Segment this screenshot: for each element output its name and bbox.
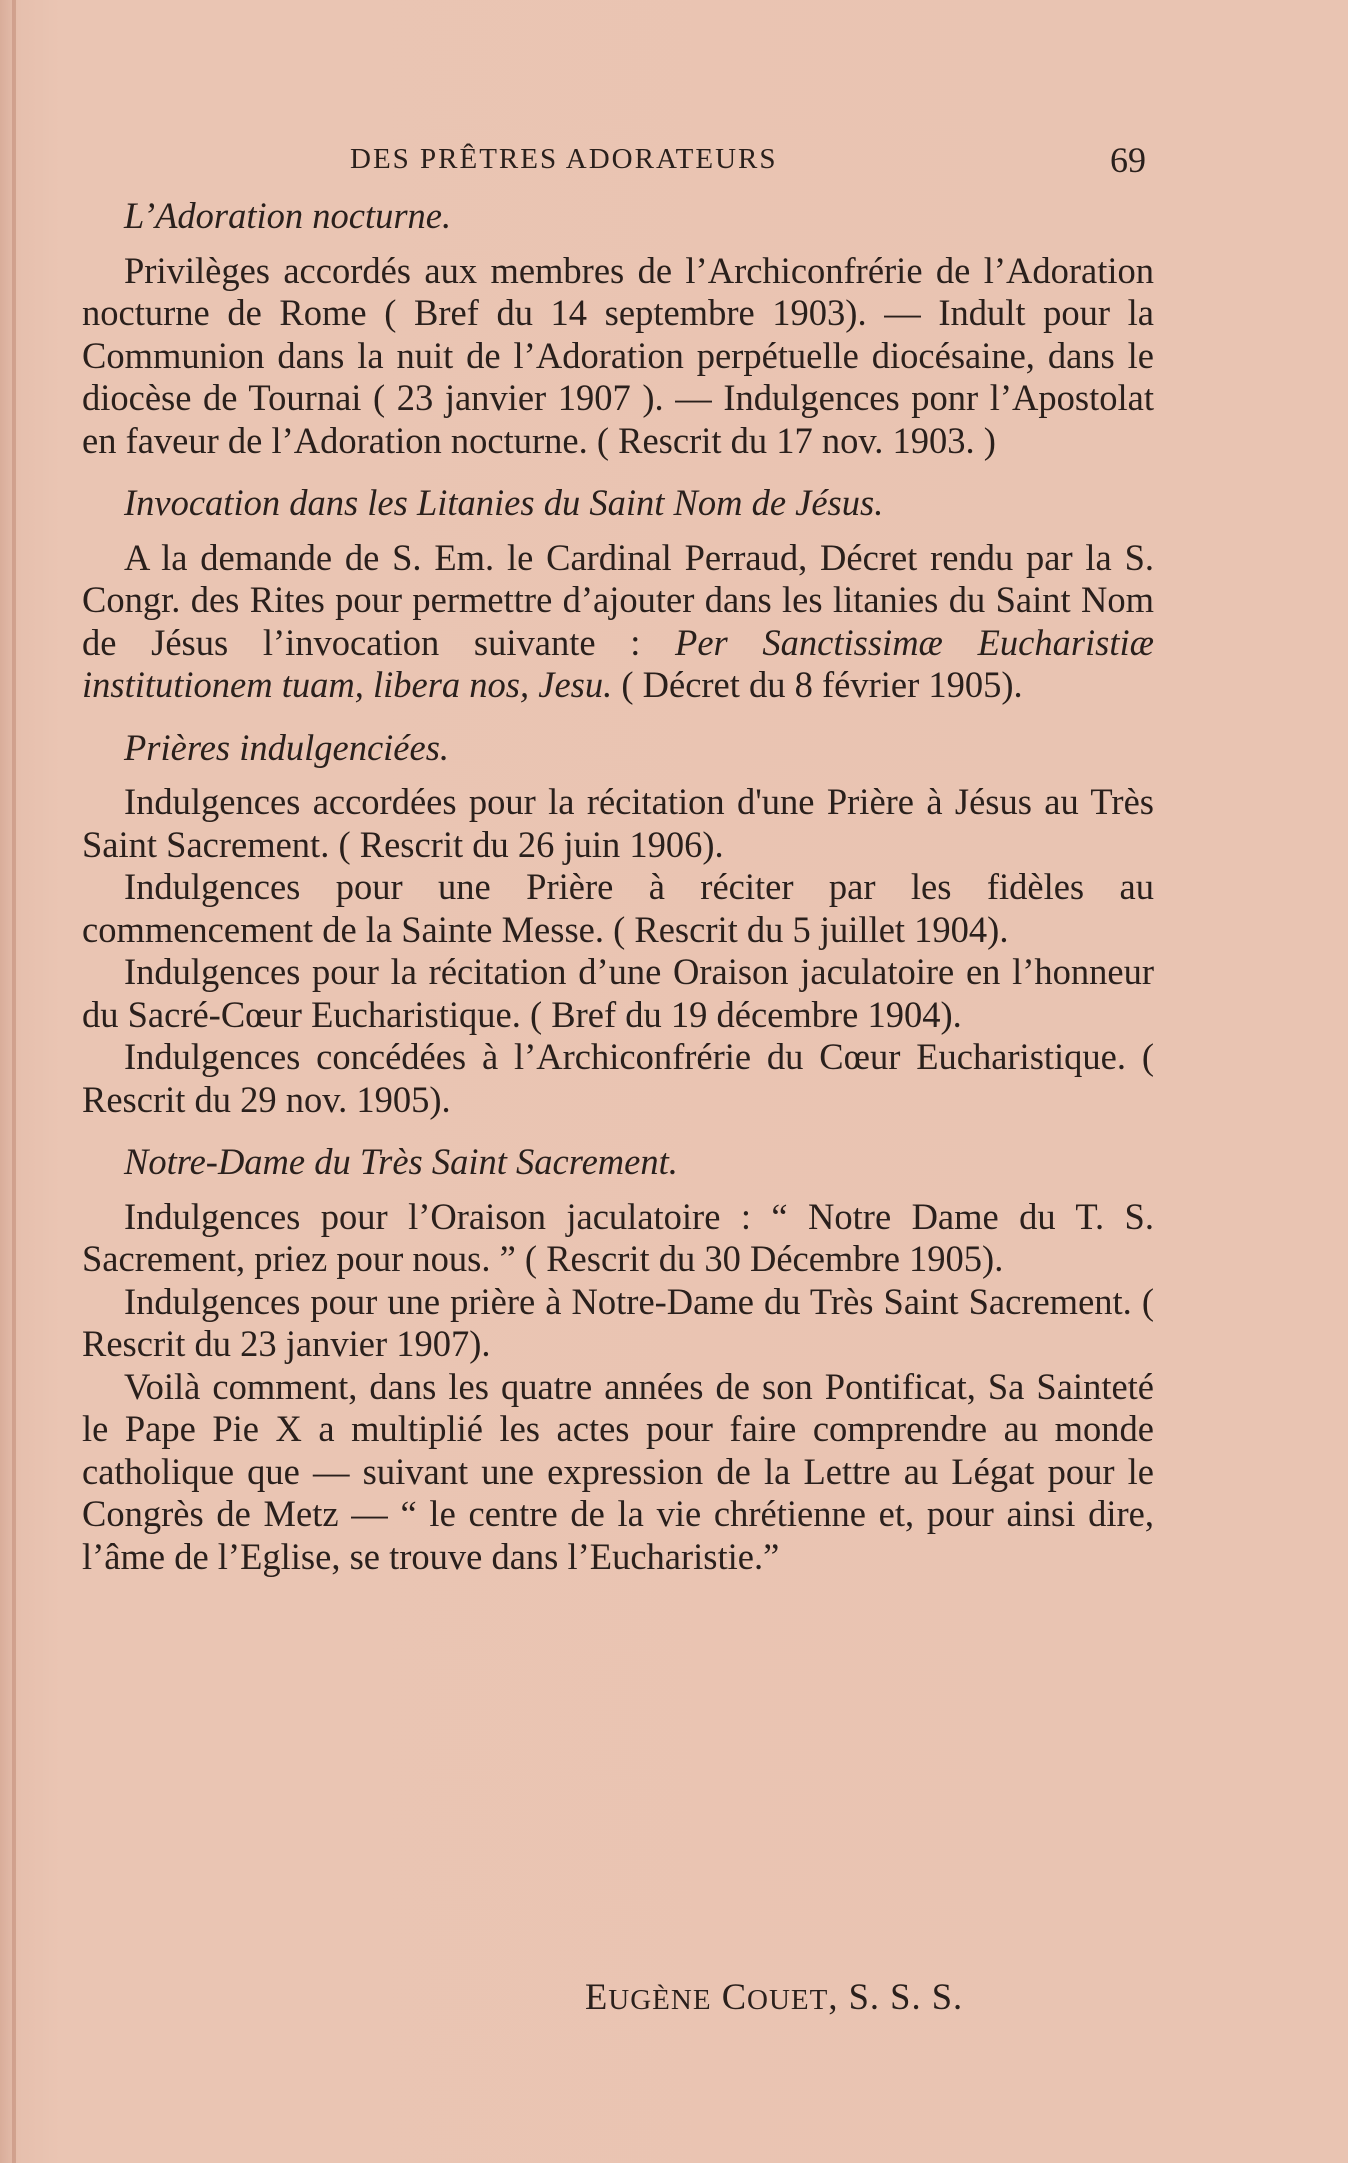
paragraph-text: ( Décret du 8 février 1905). <box>612 664 1023 705</box>
section-prieres-indulgenciees <box>82 727 1154 1122</box>
paragraph: Indulgences pour l’Oraison jaculatoire : “ Notre Dame du T. S. Sacrement, priez pour nous. ” ( Rescrit du 30 Décembre 1905). <box>82 1195 1154 1279</box>
section-heading: Invocation dans les Litanies du Saint Nom de Jésus. <box>124 482 884 523</box>
paragraph <box>82 537 1154 707</box>
paragraph-text: A la demande de S. Em. le Cardinal Perraud, Décret rendu par la S. Congr. des Rites pour permettre d’ajouter dans les litanies du Saint Nom de Jésus l’invocation suivante : <box>82 536 1154 663</box>
section-invocation-litanies <box>82 482 1154 707</box>
page-spine-edge <box>12 0 16 2163</box>
paragraph: Indulgences pour une prière à Notre-Dame du Très Saint Sacrement. ( Rescrit du 23 janvier 1907). <box>82 1280 1154 1364</box>
paragraph: Privilèges accordés aux membres de l’Archiconfrérie de l’Adoration nocturne de Rome ( Bref du 14 septembre 1903). — Indult pour la Communion dans la nuit de l’Adoration perpétuelle diocésaine, dans le diocèse de Tournai ( 23 janvier 1907 ). — Indulgences ponr l’Apostolat en faveur de l’Adoration nocturne. ( Rescrit du 17 nov. 1903. ) <box>82 249 1154 461</box>
signature-smallcaps: OUET <box>747 1984 829 2016</box>
paragraph: Indulgences accordées pour la récitation d'une Prière à Jésus au Très Saint Sacrement. ( Rescrit du 26 juin 1906). <box>82 781 1154 865</box>
signature-initial: E <box>585 1976 609 2017</box>
section-notre-dame <box>82 1141 1154 1578</box>
paragraph: Indulgences pour une Prière à réciter par les fidèles au commencement de la Sainte Messe. ( Rescrit du 5 juillet 1904). <box>82 866 1154 950</box>
paragraph: Indulgences pour la récitation d’une Oraison jaculatoire en l’honneur du Sacré-Cœur Eucharistique. ( Bref du 19 décembre 1904). <box>82 951 1154 1035</box>
section-heading: L’Adoration nocturne. <box>124 195 452 236</box>
page-number: 69 <box>1110 140 1146 180</box>
paragraph: Voilà comment, dans les quatre années de son Pontificat, Sa Sainteté le Pape Pie X a multiplié les actes pour faire comprendre au monde catholique que — suivant une expression de la Lettre au Légat pour le Congrès de Metz — “ le centre de la vie chrétienne et, pour ainsi dire, l’âme de l’Eglise, se trouve dans l’Eucharistie.” <box>82 1365 1154 1577</box>
running-header <box>350 140 1150 183</box>
latin-invocation: Per Sanctissimæ Eucharistiæ institutionem tuam, libera nos, Jesu. <box>82 621 1155 705</box>
section-adoration-nocturne <box>82 195 1154 462</box>
paragraph: Indulgences concédées à l’Archiconfrérie du Cœur Eucharistique. ( Rescrit du 29 nov. 1905). <box>82 1036 1154 1120</box>
signature-suffix: , S. S. S. <box>828 1976 964 2017</box>
section-heading: Notre-Dame du Très Saint Sacrement. <box>124 1141 678 1182</box>
signature-initial: C <box>721 1976 748 2017</box>
author-signature <box>585 1975 963 2018</box>
running-title: DES PRÊTRES ADORATEURS <box>350 143 778 175</box>
signature-smallcaps: UGÈNE <box>608 1984 712 2016</box>
section-heading: Prières indulgenciées. <box>124 726 450 768</box>
page-body <box>82 195 1154 1578</box>
